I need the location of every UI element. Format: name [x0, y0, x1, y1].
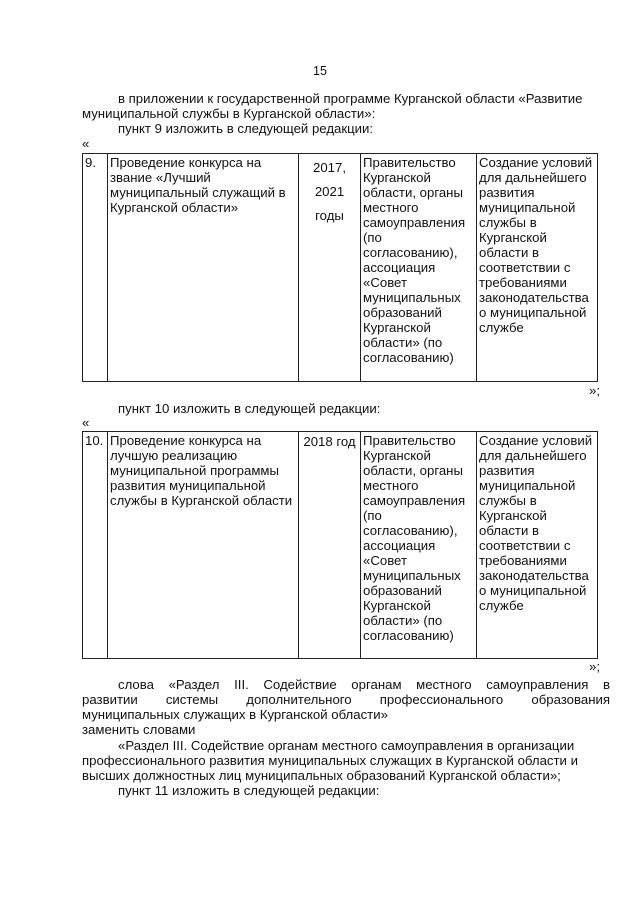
item-name: Проведение конкурса на звание «Лучший муниципальный служащий в Курганской области» [108, 154, 299, 382]
table-item-9 [82, 153, 598, 382]
quote-close-2: »; [589, 659, 600, 674]
years-word: годы [315, 208, 344, 223]
intro-line-1: в приложении к государственной программе Курганской области «Развитие [118, 91, 583, 106]
mid-text: пункт 10 изложить в следующей редакции: [118, 401, 381, 416]
item-years [299, 154, 361, 382]
new-words-line-3: высших должностных лиц муниципальных образований Курганской области»; [82, 768, 561, 783]
year-2017: 2017, [312, 160, 346, 175]
replace-text: заменить словами [82, 722, 196, 737]
item-goal: Создание условий для дальнейшего развития муниципальной службы в Курганской области в соответствии с требованиями законодательства о муниципальной службе [477, 154, 598, 382]
intro-line-2: муниципальной службы в Курганской области»: [82, 106, 376, 121]
item-number: 9. [83, 154, 108, 382]
item-number: 10. [83, 432, 108, 659]
intro-line-3: пункт 9 изложить в следующей редакции: [118, 121, 374, 136]
last-line: пункт 11 изложить в следующей редакции: [118, 783, 380, 798]
item-year: 2018 год [299, 432, 361, 659]
quote-open-2: « [82, 415, 90, 430]
year-2021: 2021 [314, 184, 345, 199]
new-words-line-2: профессионального развития муниципальных служащих в Курганской области и [82, 753, 578, 768]
quote-open-1: « [82, 136, 90, 151]
new-words-line-1: «Раздел III. Содействие органам местного самоуправления в организации [118, 738, 575, 753]
words-line-3: муниципальных служащих в Курганской области» [82, 707, 388, 722]
item-name: Проведение конкурса на лучшую реализацию муниципальной программы развития муниципальной службы в Курганской области [108, 432, 299, 659]
words-line-1: слова «Раздел III. Содействие органам местного самоуправления в [118, 677, 610, 692]
item-organizations: Правительство Курганской области, органы местного самоуправления (по согласованию), ассоциация «Совет муниципальных образований Курганской области» (по согласованию) [361, 154, 477, 382]
words-line-2: развитии системы дополнительного профессионального образования [82, 692, 610, 707]
quote-close-1: »; [589, 383, 600, 398]
item-organizations: Правительство Курганской области, органы местного самоуправления (по согласованию), ассоциация «Совет муниципальных образований Курганской области» (по согласованию) [361, 432, 477, 659]
page-number: 15 [313, 64, 327, 78]
table-row [83, 154, 598, 382]
table-item-10 [82, 431, 598, 659]
table-row [83, 432, 598, 659]
item-goal: Создание условий для дальнейшего развития муниципальной службы в Курганской области в соответствии с требованиями законодательства о муниципальной службе [477, 432, 598, 659]
